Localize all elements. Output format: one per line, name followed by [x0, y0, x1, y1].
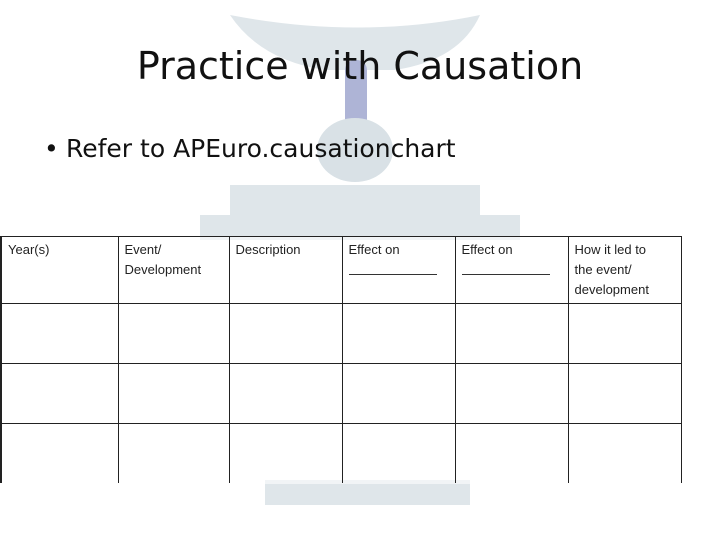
table-cell [229, 364, 342, 424]
table-cell [342, 304, 455, 364]
watermark-building [200, 185, 520, 240]
column-header [1, 237, 118, 304]
column-header [568, 237, 681, 304]
table-cell [1, 364, 118, 424]
column-header-text: Event/ [124, 242, 162, 257]
fill-in-blank-line [462, 260, 550, 275]
table-cell [455, 304, 568, 364]
table-cell [568, 424, 681, 484]
table-body [1, 304, 681, 484]
fill-in-blank-line [349, 260, 437, 275]
table-row [1, 424, 681, 484]
table-cell [229, 424, 342, 484]
column-header-text: Effect on [348, 242, 400, 257]
column-header-text: the event/ [574, 262, 632, 277]
column-header [118, 237, 229, 304]
causation-chart-table [0, 236, 680, 484]
table-cell [455, 424, 568, 484]
column-header-text: Effect on [461, 242, 513, 257]
table-cell [342, 364, 455, 424]
table-header-row [1, 237, 681, 304]
table-cell [118, 304, 229, 364]
table-cell [229, 304, 342, 364]
column-header [342, 237, 455, 304]
table-row [1, 304, 681, 364]
causation-table [0, 236, 682, 483]
table-cell [118, 424, 229, 484]
table-cell [568, 364, 681, 424]
bullet-text: Refer to APEuro.causationchart [66, 134, 456, 163]
column-header-text: Description [235, 242, 301, 257]
column-header [229, 237, 342, 304]
bullet-item [44, 134, 456, 163]
slide-title: Practice with Causation [136, 44, 584, 88]
bullet-dot-icon: • [44, 134, 59, 163]
table-row [1, 364, 681, 424]
column-header-text: Development [124, 262, 202, 277]
table-cell [1, 304, 118, 364]
table-cell [568, 304, 681, 364]
table-cell [118, 364, 229, 424]
column-header-text: Year(s) [8, 242, 50, 257]
column-header-text: How it led to [574, 242, 647, 257]
table-cell [342, 424, 455, 484]
table-cell [455, 364, 568, 424]
table-cell [1, 424, 118, 484]
column-header [455, 237, 568, 304]
column-header-text: development [574, 282, 649, 297]
